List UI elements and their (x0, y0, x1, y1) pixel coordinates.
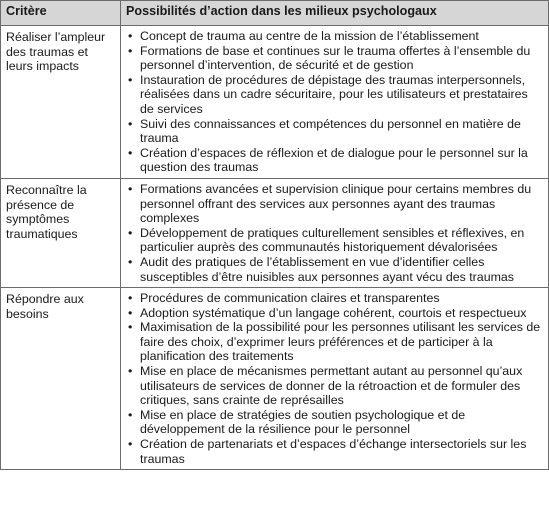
bullet-icon: • (128, 305, 133, 320)
bullet-icon: • (128, 291, 133, 306)
list-item-text: Mise en place de stratégies de soutien psychologique et de développement de la résilience pour le personnel (140, 407, 466, 437)
actions-cell (121, 178, 549, 287)
actions-list (126, 29, 543, 175)
list-item (126, 255, 543, 284)
list-item (126, 408, 543, 437)
criterion-cell: Répondre aux besoins (1, 288, 121, 470)
bullet-icon: • (128, 225, 133, 240)
bullet-icon: • (128, 407, 133, 422)
list-item (126, 182, 543, 226)
header-criterion: Critère (1, 1, 121, 26)
list-item (126, 437, 543, 466)
bullet-icon: • (128, 254, 133, 269)
list-item-text: Formations avancées et supervision clinique pour certains membres du personnel offrant des services aux personnes ayant des traumas complexes (140, 181, 532, 226)
actions-list (126, 291, 543, 466)
table-row (1, 178, 549, 287)
list-item (126, 146, 543, 175)
header-row (1, 1, 549, 26)
bullet-icon: • (128, 145, 133, 160)
list-item (126, 306, 543, 321)
list-item-text: Instauration de procédures de dépistage des traumas interpersonnels, réalisées dans un cadre sécuritaire, pour les utilisateurs et prestataires de services (140, 72, 528, 116)
criterion-cell: Reconnaître la présence de symptômes traumatiques (1, 178, 121, 287)
list-item (126, 364, 543, 408)
list-item-text: Formations de base et continues sur le trauma offertes à l’ensemble du personnel d’intervention, de sécurité et de gestion (140, 43, 531, 73)
list-item (126, 73, 543, 117)
list-item-text: Mise en place de mécanismes permettant autant au personnel qu’aux utilisateurs de services de donner de la rétroaction et de formuler des critiques, sans crainte de représailles (140, 364, 523, 408)
list-item-text: Concept de trauma au centre de la mission de l’établissement (140, 29, 479, 43)
list-item-text: Création d’espaces de réflexion et de dialogue pour le personnel sur la question des traumas (140, 145, 528, 175)
bullet-icon: • (128, 72, 133, 87)
list-item (126, 44, 543, 73)
bullet-icon: • (128, 320, 133, 335)
list-item-text: Adoption systématique d’un langage cohérent, courtois et respectueux (140, 305, 527, 320)
actions-cell (121, 26, 549, 179)
header-actions: Possibilités d’action dans les milieux psychologaux (121, 1, 549, 26)
list-item-text: Procédures de communication claires et transparentes (140, 291, 440, 306)
bullet-icon: • (128, 181, 133, 196)
bullet-icon: • (128, 29, 133, 43)
list-item-text: Audit des pratiques de l’établissement en vue d’identifier celles susceptibles d’être nuisibles aux personnes ayant vécu des traumas (140, 254, 514, 284)
actions-cell (121, 288, 549, 470)
list-item-text: Création de partenariats et d’espaces d’échange intersectoriels sur les traumas (140, 437, 527, 466)
list-item (126, 320, 543, 364)
list-item (126, 117, 543, 146)
bullet-icon: • (128, 437, 133, 452)
bullet-icon: • (128, 364, 133, 379)
bullet-icon: • (128, 116, 133, 131)
table-row (1, 288, 549, 470)
actions-list (126, 182, 543, 284)
bullet-icon: • (128, 43, 133, 58)
criterion-cell: Réaliser l’ampleur des traumas et leurs impacts (1, 26, 121, 179)
list-item (126, 291, 543, 306)
list-item-text: Développement de pratiques culturellement sensibles et réflexives, en particulier auprès des communautés historiquement dévalorisées (140, 225, 525, 255)
list-item-text: Maximisation de la possibilité pour les personnes utilisant les services de faire des choix, d’exprimer leurs préférences et de participer à la planification des traitements (140, 320, 541, 364)
list-item (126, 226, 543, 255)
list-item (126, 29, 543, 44)
list-item-text: Suivi des connaissances et compétences du personnel en matière de trauma (140, 116, 521, 146)
table-row (1, 26, 549, 179)
